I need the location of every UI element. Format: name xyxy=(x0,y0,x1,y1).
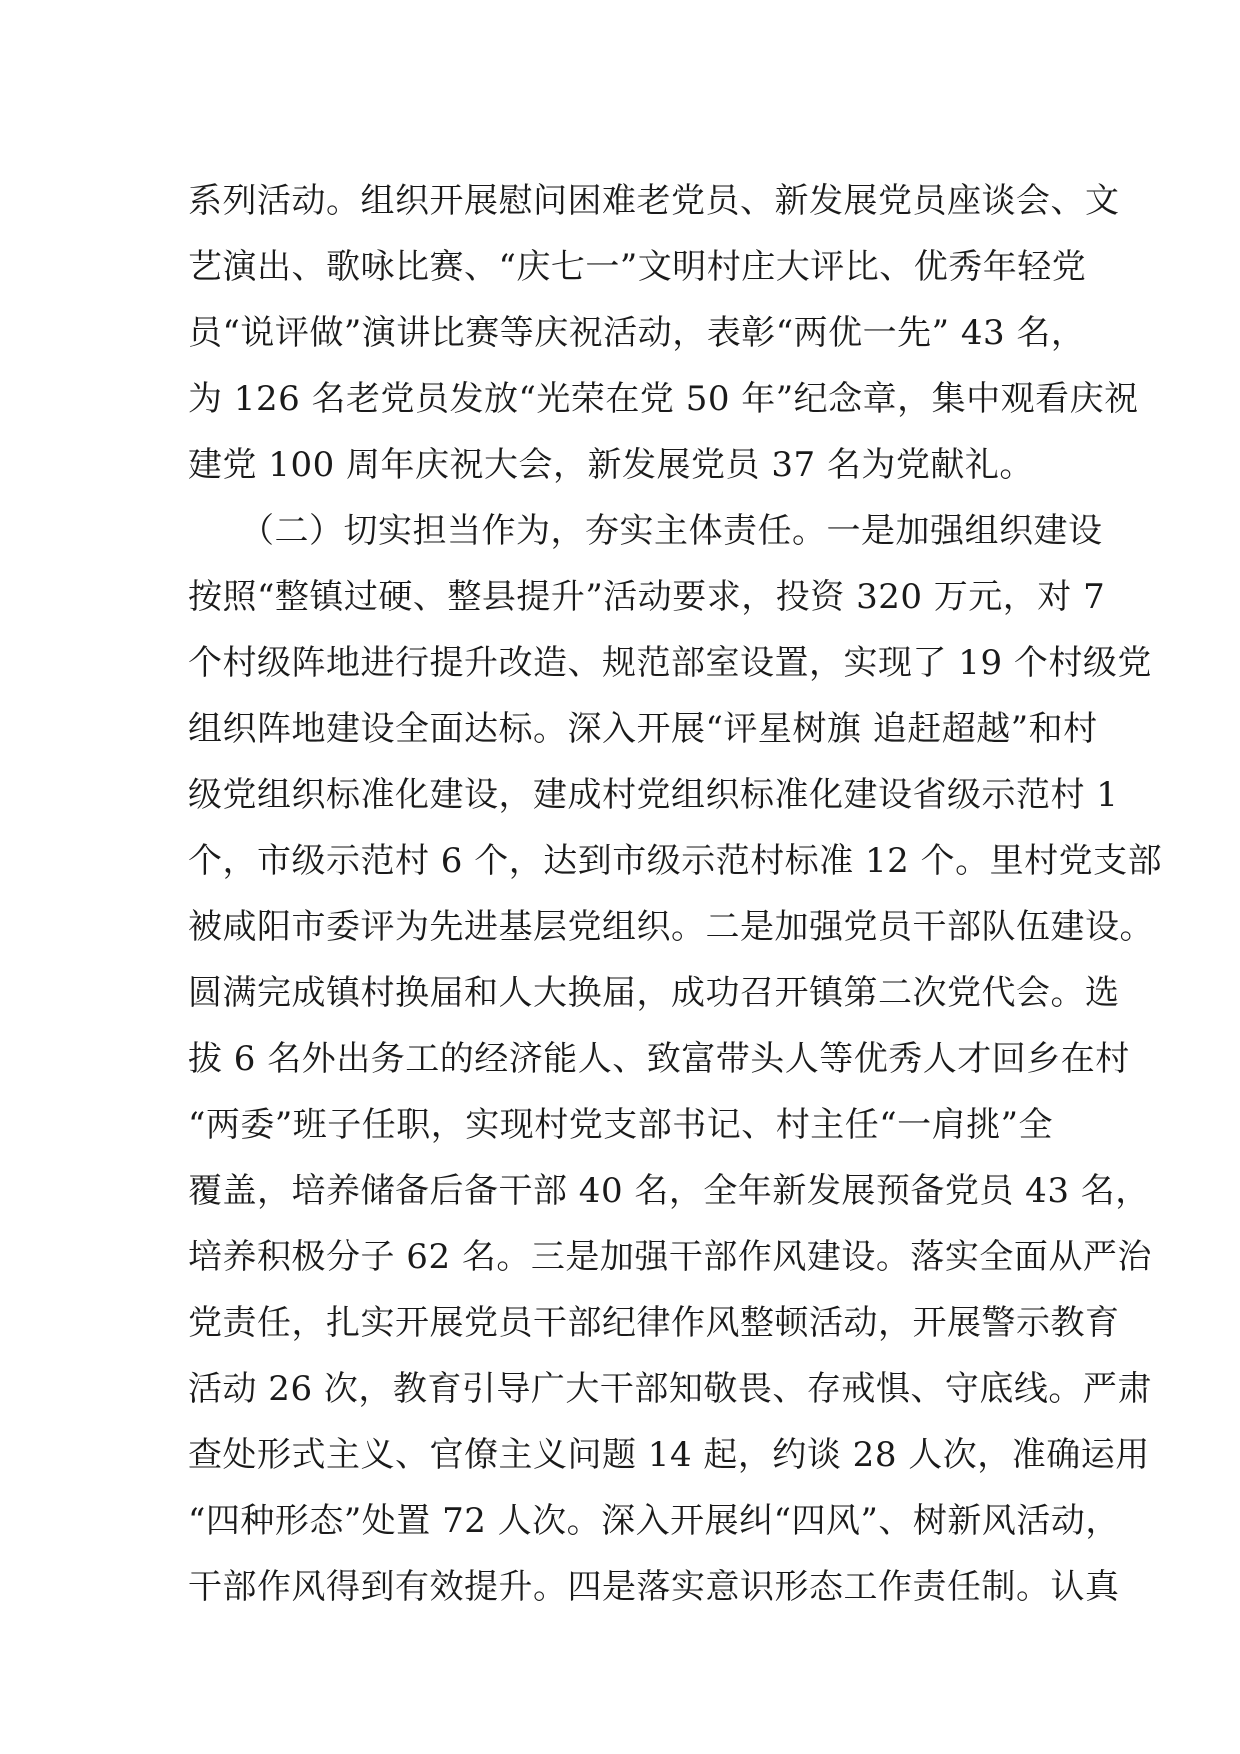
section-heading-line: （二）切实担当作为，夯实主体责任。一是加强组织建设 xyxy=(188,511,1103,551)
text-line: 个，市级示范村 6 个，达到市级示范村标准 12 个。里村党支部 xyxy=(188,841,1163,881)
text-line: 活动 26 次，教育引导广大干部知敬畏、存戒惧、守底线。严肃 xyxy=(188,1369,1152,1409)
text-line: 党责任，扎实开展党员干部纪律作风整顿活动，开展警示教育 xyxy=(188,1303,1120,1343)
text-line: “四种形态”处置 72 人次。深入开展纠“四风”、树新风活动， xyxy=(188,1501,1120,1541)
text-line: 按照“整镇过硬、整县提升”活动要求，投资 320 万元，对 7 xyxy=(188,577,1106,617)
text-line: 培养积极分子 62 名。三是加强干部作风建设。落实全面从严治 xyxy=(188,1237,1152,1277)
text-line: “两委”班子任职，实现村党支部书记、村主任“一肩挑”全 xyxy=(188,1105,1054,1145)
text-line: 拔 6 名外出务工的经济能人、致富带头人等优秀人才回乡在村 xyxy=(188,1039,1130,1079)
text-line: 被咸阳市委评为先进基层党组织。二是加强党员干部队伍建设。 xyxy=(188,907,1154,947)
text-line: 为 126 名老党员发放“光荣在党 50 年”纪念章，集中观看庆祝 xyxy=(188,379,1139,419)
text-line: 覆盖，培养储备后备干部 40 名，全年新发展预备党员 43 名， xyxy=(188,1171,1150,1211)
text-line: 级党组织标准化建设，建成村党组织标准化建设省级示范村 1 xyxy=(188,775,1119,815)
text-line: 圆满完成镇村换届和人大换届，成功召开镇第二次党代会。选 xyxy=(188,973,1120,1013)
text-line: 建党 100 周年庆祝大会，新发展党员 37 名为党献礼。 xyxy=(188,445,1034,485)
text-line: 艺演出、歌咏比赛、“庆七一”文明村庄大评比、优秀年轻党 xyxy=(188,247,1087,287)
text-line: 系列活动。组织开展慰问困难老党员、新发展党员座谈会、文 xyxy=(188,181,1120,221)
text-line: 查处形式主义、官僚主义问题 14 起，约谈 28 人次，准确运用 xyxy=(188,1435,1150,1475)
body-text xyxy=(188,168,1163,1620)
text-line: 员“说评做”演讲比赛等庆祝活动，表彰“两优一先” 43 名， xyxy=(188,313,1086,353)
text-line: 组织阵地建设全面达标。深入开展“评星树旗 追赶超越”和村 xyxy=(188,709,1098,749)
text-line: 干部作风得到有效提升。四是落实意识形态工作责任制。认真 xyxy=(188,1567,1120,1607)
text-line: 个村级阵地进行提升改造、规范部室设置，实现了 19 个村级党 xyxy=(188,643,1152,683)
